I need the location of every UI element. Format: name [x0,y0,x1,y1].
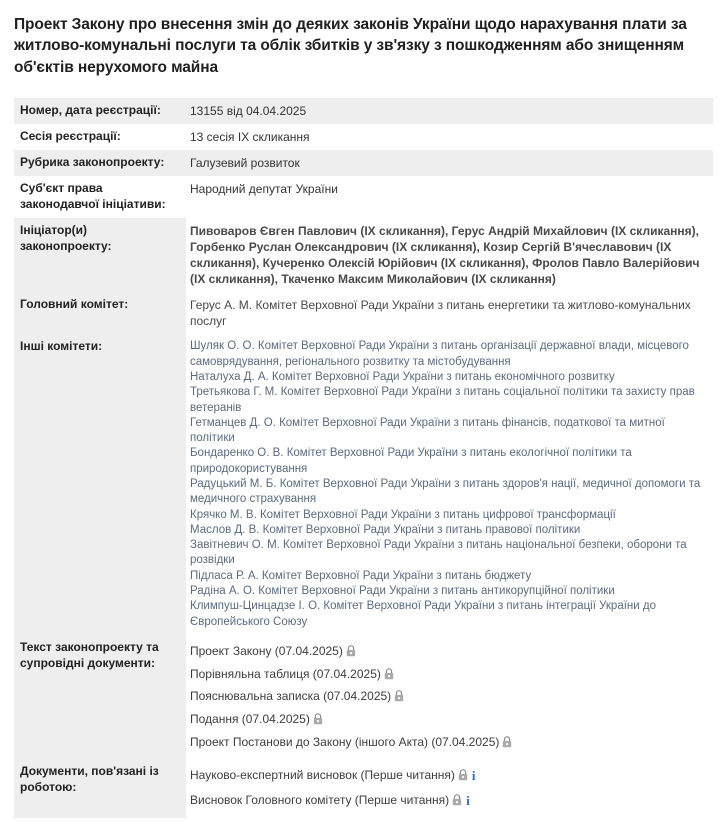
document-link[interactable] [190,731,709,754]
committee-item[interactable]: Шуляк О. О. Комітет Верховної Ради України з питань організації державної влади, місцевого самоврядування, регіонального розвитку та містобудування [190,340,689,368]
initiators-value: Пивоваров Євген Павлович (IX скликання), Герус Андрій Михайлович (IX скликання), Горбенко Руслан Олександрович (IX скликання), Козир Сергій В'ячеславович (IX скликання), Кучеренко Олексій Юрійович (IX скликання), Фролов Павло Валерійович (IX скликання), Ткаченко Максим Миколайович (IX скликання) [186,218,713,292]
rubric-value: Галузевий розвиток [186,150,713,176]
lock-icon [384,668,394,680]
page-title: Проект Закону про внесення змін до деяких законів України щодо нарахування плати за житлово-комунальні послуги та облік збитків у зв'язку з пошкодженням або знищенням об'єктів нерухомого майна [14,16,687,76]
lock-icon [452,794,462,806]
reg-number-label: Номер, дата реєстрації: [14,98,186,124]
committee-item[interactable]: Третьякова Г. М. Комітет Верховної Ради України з питань соціальної політики та захисту прав ветеранів [190,386,695,414]
committee-item[interactable]: Крячко М. В. Комітет Верховної Ради України з питань цифрової трансформації [190,508,616,521]
other-committees-label: Інші комітети: [14,334,186,634]
document-link[interactable] [190,708,709,731]
document-link-label: Проект Закону (07.04.2025) [190,643,343,658]
related-documents-value [186,759,713,818]
document-link[interactable] [190,640,709,663]
document-link-label: Порівняльна таблиця (07.04.2025) [190,666,381,681]
document-link[interactable] [190,789,709,814]
initiators-label: Ініціатор(и) законопроекту: [14,218,186,292]
table-row [14,124,713,150]
table-row [14,218,713,292]
lock-icon [346,645,356,657]
other-committees-value [186,334,713,634]
main-committee-label: Головний комітет: [14,292,186,334]
committee-item[interactable]: Радуцький М. Б. Комітет Верховної Ради України з питань здоров'я нації, медичної допомоги та медичного страхування [190,478,701,506]
other-committees-list [190,339,709,629]
table-row [14,759,713,818]
session-value: 13 сесія IX скликання [190,130,310,145]
lock-icon [394,690,404,702]
main-committee-value: Герус А. М. Комітет Верховної Ради України з питань енергетики та житлово-комунальних послуг [186,292,713,334]
table-row [14,150,713,176]
committee-item[interactable]: Маслов Д. В. Комітет Верховної Ради України з питань правової політики [190,523,581,536]
committee-item[interactable]: Климпуш-Цинцадзе І. О. Комітет Верховної Ради України з питань інтеграції України до Європейського Союзу [190,600,656,628]
document-link[interactable] [190,685,709,708]
document-link[interactable] [190,663,709,686]
committee-item[interactable]: Завітневич О. М. Комітет Верховної Ради України з питань національної безпеки, оборони та розвідки [190,539,687,567]
table-row [14,176,713,218]
table-row [14,292,713,334]
committee-item[interactable]: Гетманцев Д. О. Комітет Верховної Ради України з питань фінансів, податкової та митної політики [190,416,665,445]
related-documents-list [190,764,709,813]
session-label: Сесія реєстрації: [20,129,121,144]
documents-label: Текст законопроекту та супровідні документи: [14,635,186,759]
lock-icon [313,713,323,725]
committee-item[interactable]: Наталуха Д. А. Комітет Верховної Ради України з питань економічного розвитку [190,371,615,384]
document-link-label: Подання (07.04.2025) [190,712,310,727]
document-link-label: Висновок Головного комітету (Перше читання) [190,792,450,807]
lock-icon [502,736,512,748]
table-row [14,334,713,634]
subject-label: Суб'єкт права законодавчої ініціативи: [20,181,166,212]
related-documents-label: Документи, пов'язані із роботою: [14,759,186,818]
document-link-label: Пояснювальна записка (07.04.2025) [190,689,392,704]
reg-number-value: 13155 від 04.04.2025 [186,98,713,124]
table-row [14,98,713,124]
documents-value [186,635,713,759]
committee-item[interactable]: Бондаренко О. В. Комітет Верховної Ради України з питань екологічної політики та природокористування [190,447,632,475]
committee-item[interactable]: Підласа Р. А. Комітет Верховної Ради України з питань бюджету [190,569,532,582]
table-row [14,635,713,759]
info-icon[interactable]: i [466,792,470,808]
document-link[interactable] [190,764,709,789]
bill-metadata-table [14,98,713,818]
documents-list [190,640,709,754]
committee-item[interactable]: Радіна А. О. Комітет Верховної Ради України з питань антикорупційної політики [190,584,615,597]
subject-value: Народний депутат України [190,182,338,197]
lock-icon [458,769,468,781]
document-link-label: Науково-експертний висновок (Перше читання) [190,767,455,782]
info-icon[interactable]: i [471,767,476,783]
rubric-label: Рубрика законопроекту: [14,150,186,176]
document-link-label: Проект Постанови до Закону (іншого Акта) (07.04.2025) [190,735,500,750]
